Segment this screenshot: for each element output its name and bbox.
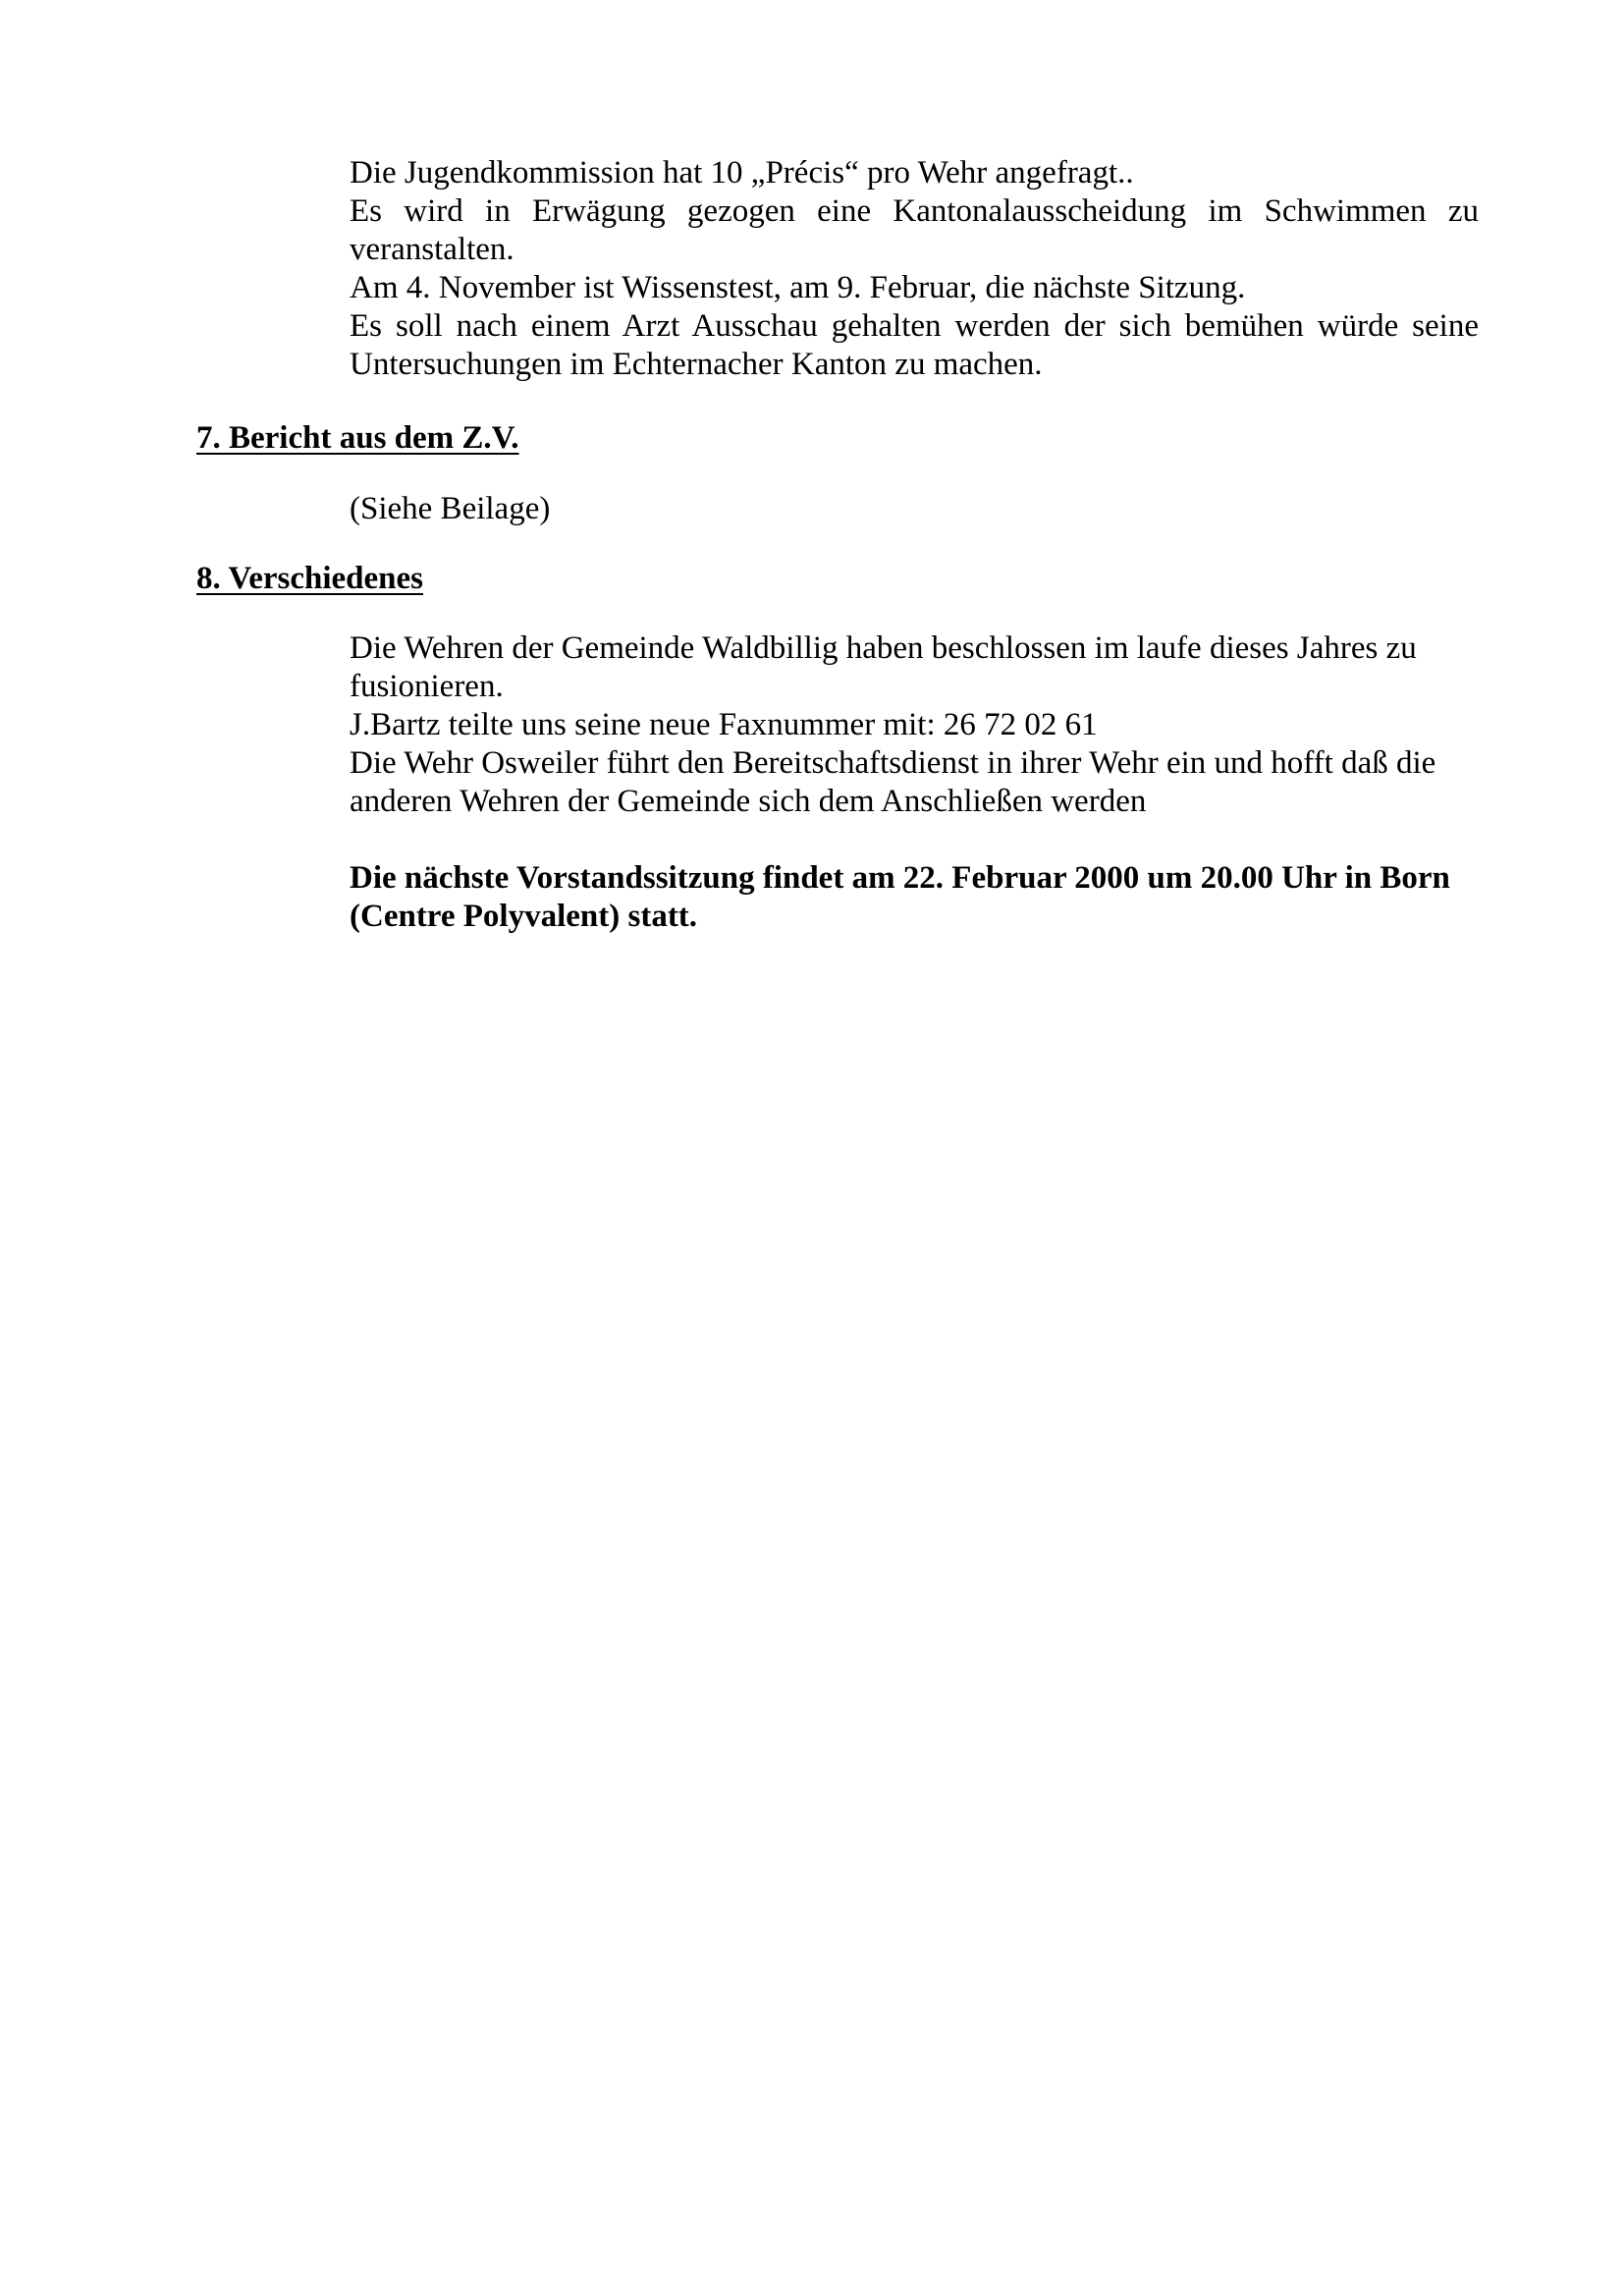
intro-line-untersuchungen: Untersuchungen im Echternacher Kanton zu machen.: [350, 347, 1043, 382]
intro-line-wissenstest: Am 4. November ist Wissenstest, am 9. Februar, die nächste Sitzung.: [350, 270, 1246, 305]
section-8-line-faxnummer: J.Bartz teilte uns seine neue Faxnummer mit: 26 72 02 61: [350, 707, 1098, 742]
intro-line-kantonalausscheidung: Es wird in Erwägung gezogen eine Kantonalausscheidung im Schwimmen zu: [350, 193, 1479, 229]
intro-paragraph: [350, 154, 1479, 384]
section-8-heading: 8. Verschiedenes: [196, 561, 423, 596]
section-7-heading: 7. Bericht aus dem Z.V.: [196, 420, 519, 456]
section-8-body: [350, 629, 1479, 821]
section-8-line-waldbillig: Die Wehren der Gemeinde Waldbillig haben beschlossen im laufe dieses Jahres zu: [350, 630, 1417, 666]
closing-announcement: [350, 859, 1479, 936]
section-7-body: [350, 490, 1479, 528]
section-8-line-anschliessen: anderen Wehren der Gemeinde sich dem Anschließen werden: [350, 784, 1147, 819]
intro-line-veranstalten: veranstalten.: [350, 232, 514, 267]
intro-line-precis: Die Jugendkommission hat 10 „Précis“ pro Wehr angefragt..: [350, 155, 1134, 191]
section-8-line-osweiler: Die Wehr Osweiler führt den Bereitschaftsdienst in ihrer Wehr ein und hofft daß die: [350, 745, 1436, 781]
section-8-line-fusionieren: fusionieren.: [350, 669, 504, 704]
section-7-text: (Siehe Beilage): [350, 491, 551, 526]
intro-line-arzt: Es soll nach einem Arzt Ausschau gehalten werden der sich bemühen würde seine: [350, 308, 1479, 344]
closing-line-vorstandssitzung: Die nächste Vorstandssitzung findet am 22. Februar 2000 um 20.00 Uhr in Born: [350, 860, 1450, 896]
closing-line-centre-polyvalent: (Centre Polyvalent) statt.: [350, 899, 698, 934]
